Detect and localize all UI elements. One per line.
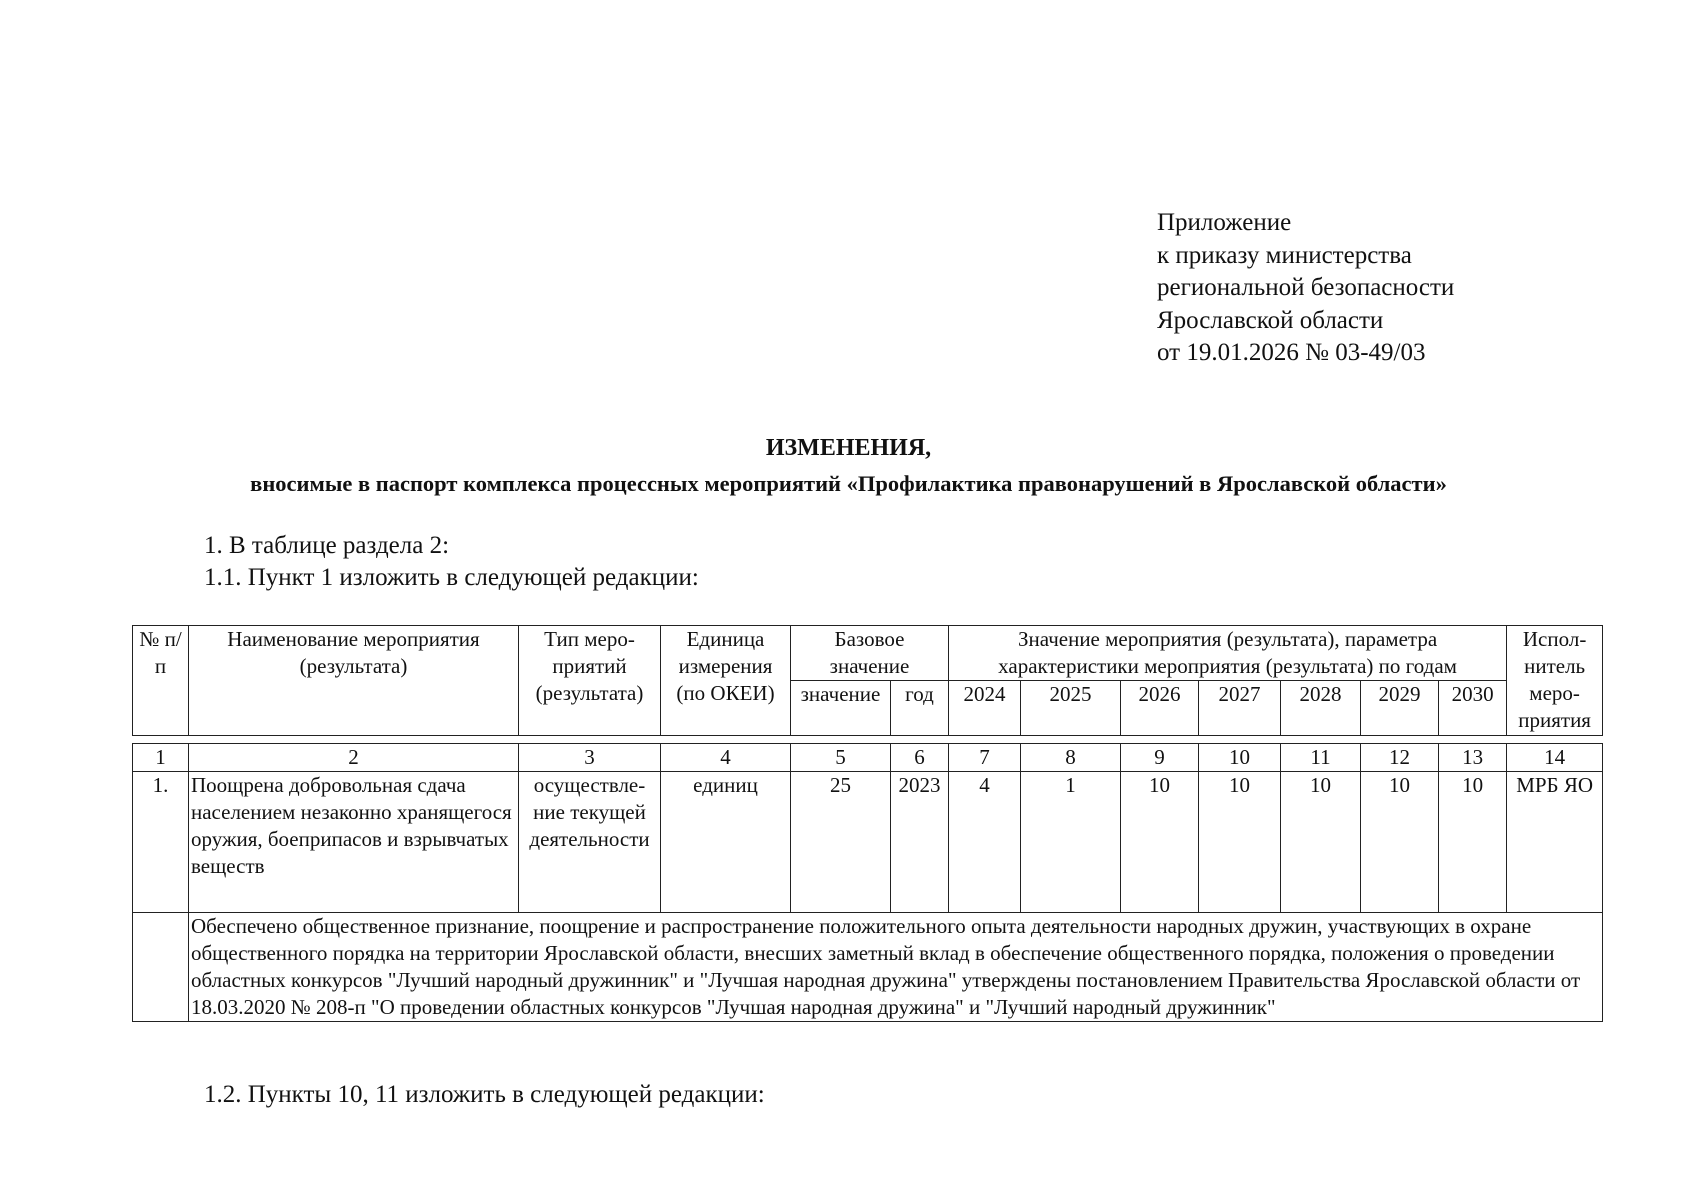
header-name: Наименование мероприятия (результата): [189, 626, 519, 736]
paragraph-1-1: 1.1. Пункт 1 изложить в следующей редакции:: [204, 564, 699, 591]
header-year: 2024: [949, 681, 1021, 736]
appendix-line: к приказу министерства: [1157, 241, 1412, 269]
column-number: 14: [1507, 744, 1603, 772]
column-number: 8: [1021, 744, 1121, 772]
paragraph-1: 1. В таблице раздела 2:: [204, 532, 450, 559]
header-year: 2028: [1281, 681, 1361, 736]
column-number: 11: [1281, 744, 1361, 772]
header-num: № п/п: [133, 626, 189, 736]
header-year: 2025: [1021, 681, 1121, 736]
row-unit: единиц: [661, 772, 791, 913]
column-number: 9: [1121, 744, 1199, 772]
row-value-2024: 4: [949, 772, 1021, 913]
column-number: 7: [949, 744, 1021, 772]
column-number: 2: [189, 744, 519, 772]
header-executor: Испол-нитель меро-приятия: [1507, 626, 1603, 736]
row-type: осуществле-ние текущей деятельности: [519, 772, 661, 913]
appendix-block: [1157, 207, 1454, 370]
appendix-line: Ярославской области: [1157, 306, 1384, 334]
column-number: 12: [1361, 744, 1439, 772]
row-value-2025: 1: [1021, 772, 1121, 913]
column-number: 4: [661, 744, 791, 772]
header-years-group: Значение мероприятия (результата), параметра характеристики мероприятия (результата) по годам: [949, 626, 1507, 681]
document-title: ИЗМЕНЕНИЯ,: [765, 435, 932, 461]
column-number: 5: [791, 744, 891, 772]
paragraph-1-2: 1.2. Пункты 10, 11 изложить в следующей редакции:: [204, 1081, 765, 1108]
row-value-2030: 10: [1439, 772, 1507, 913]
appendix-line: региональной безопасности: [1157, 274, 1455, 301]
column-number: 10: [1199, 744, 1281, 772]
row-base-year: 2023: [891, 772, 949, 913]
column-number: 1: [133, 744, 189, 772]
row-value-2027: 10: [1199, 772, 1281, 913]
document-subtitle: вносимые в паспорт комплекса процессных мероприятий «Профилактика правонарушений в Ярославской области»: [250, 471, 1447, 496]
row-description: Обеспечено общественное признание, поощрение и распространение положительного опыта деятельности народных дружин, участвующих в охране общественного порядка на территории Ярославской области, внесших заметный вклад в обеспечение общественного порядка, положения о проведении областных конкурсов "Лучший народный дружинник" и "Лучшая народная дружина" утверждены постановлением Правительства Ярославской области от 18.03.2020 № 208-п "О проведении областных конкурсов "Лучшая народная дружина" и "Лучший народный дружинник": [189, 913, 1603, 1022]
header-unit: Единица измерения (по ОКЕИ): [661, 626, 791, 736]
row-executor: МРБ ЯО: [1507, 772, 1603, 913]
column-number: 3: [519, 744, 661, 772]
header-year: 2030: [1439, 681, 1507, 736]
column-number: 6: [891, 744, 949, 772]
header-year: 2026: [1121, 681, 1199, 736]
row-base-value: 25: [791, 772, 891, 913]
header-year: 2029: [1361, 681, 1439, 736]
row-value-2028: 10: [1281, 772, 1361, 913]
row-name: Поощрена добровольная сдача населением незаконно хранящегося оружия, боеприпасов и взрывчатых веществ: [189, 772, 519, 913]
row-value-2029: 10: [1361, 772, 1439, 913]
header-separator: [133, 736, 1603, 744]
header-year: 2027: [1199, 681, 1281, 736]
header-base-value: значение: [791, 681, 891, 736]
header-type: Тип меро-приятий (результата): [519, 626, 661, 736]
row-value-2026: 10: [1121, 772, 1199, 913]
description-empty-cell: [133, 913, 189, 1022]
column-number: 13: [1439, 744, 1507, 772]
header-base-year: год: [891, 681, 949, 736]
appendix-line: Приложение: [1157, 209, 1292, 236]
row-num: 1.: [133, 772, 189, 913]
appendix-line: от 19.01.2026 № 03-49/03: [1157, 339, 1426, 366]
header-base: Базовое значение: [791, 626, 949, 681]
measures-table: [132, 625, 1603, 1022]
